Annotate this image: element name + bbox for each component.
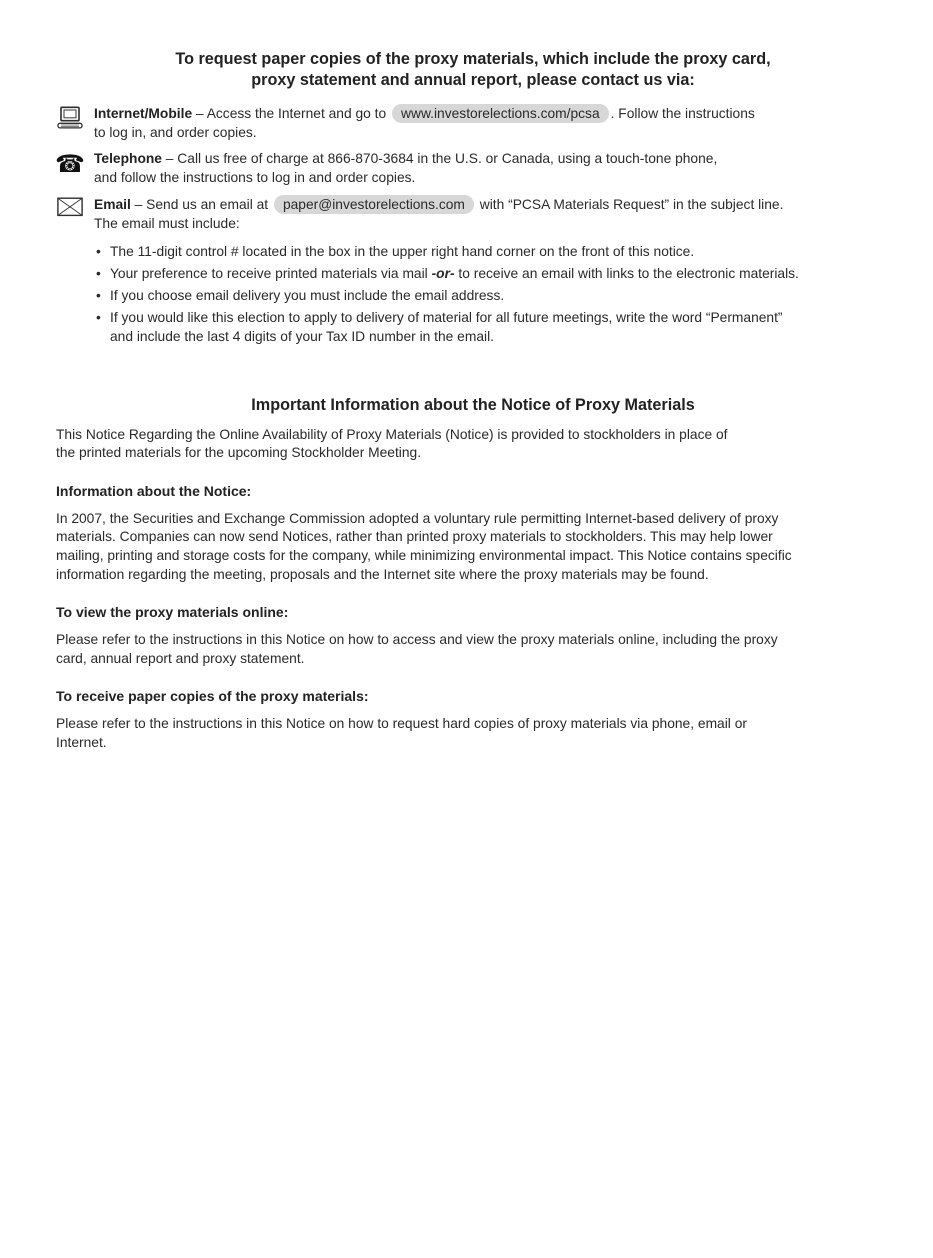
envelope-icon [56,197,84,233]
contact-email-text [94,195,783,233]
document-page [0,49,933,753]
about-line: mailing, printing and storage costs for the company, while minimizing environmental impact. This Notice contains specific [56,547,792,563]
paper-copies-paragraph [56,715,890,752]
bullet-preference-pre: Your preference to receive printed materials via mail [110,265,432,281]
contact-internet-label: Internet/Mobile [94,106,193,121]
telephone-icon [56,152,84,187]
contact-internet-pre: – Access the Internet and go to [192,106,387,121]
paper-line: Please refer to the instructions in this Notice on how to request hard copies of proxy materials via phone, email or [56,716,747,732]
section-main-heading: Important Information about the Notice of Proxy Materials [251,395,695,414]
about-line: In 2007, the Securities and Exchange Commission adopted a voluntary rule permitting Internet-based delivery of proxy [56,510,779,526]
contact-internet-line2: to log in, and order copies. [94,124,257,140]
contact-telephone-line1: – Call us free of charge at 866-870-3684 in the U.S. or Canada, using a touch-tone phone, [161,151,718,167]
intro-line: the printed materials for the upcoming Stockholder Meeting. [56,445,422,461]
bullet-preference-or: -or- [431,265,455,281]
list-item [96,264,890,283]
bullet-control-number: The 11-digit control # located in the box in the upper right hand corner on the front of this notice. [110,243,695,259]
list-item [96,286,890,305]
bullet-permanent-line2: and include the last 4 digits of your Tax ID number in the email. [110,328,494,344]
contact-internet-row [56,104,890,142]
contact-methods [56,104,890,234]
view-online-paragraph [56,631,890,668]
bullet-preference-post: to receive an email with links to the electronic materials. [454,265,799,281]
bullet-email-address: If you choose email delivery you must include the email address. [110,287,505,303]
intro-line: This Notice Regarding the Online Availability of Proxy Materials (Notice) is provided to stockholders in place of [56,426,728,442]
telephone-glyph: ☎ [55,150,85,179]
view-line: card, annual report and proxy statement. [56,650,305,666]
about-line: materials. Companies can now send Notices, rather than printed proxy materials to stockholders. This may help lower [56,529,773,545]
view-line: Please refer to the instructions in this Notice on how to access and view the proxy materials online, including the proxy [56,632,778,648]
contact-telephone-label: Telephone [94,151,162,167]
intro-paragraph [56,426,890,463]
laptop-icon [56,106,84,142]
paper-copies-heading: To receive paper copies of the proxy materials: [56,688,369,705]
email-address-pill[interactable]: paper@investorelections.com [274,195,474,214]
page-title-line1: To request paper copies of the proxy materials, which include the proxy card, [175,50,771,68]
contact-email-row [56,195,890,233]
list-item [96,308,890,346]
contact-internet-text [94,104,755,142]
contact-telephone-row [56,150,890,187]
contact-email-label: Email [94,197,131,213]
contact-email-post: with “PCSA Materials Request” in the subject line. [475,197,784,213]
email-requirements-list [96,242,890,346]
about-notice-paragraph [56,510,890,584]
contact-internet-post: . Follow the instructions [610,106,755,121]
contact-telephone-line2: and follow the instructions to log in and order copies. [94,169,416,185]
about-notice-heading: Information about the Notice: [56,482,252,499]
contact-email-pre: – Send us an email at [130,197,269,213]
view-online-heading: To view the proxy materials online: [56,604,289,621]
bullet-permanent-line1: If you would like this election to apply to delivery of material for all future meetings, write the word “Permanent” [110,309,783,325]
internet-url-pill[interactable]: www.investorelections.com/pcsa [392,104,609,123]
page-title-line2: proxy statement and annual report, please contact us via: [251,71,695,89]
about-line: information regarding the meeting, proposals and the Internet site where the proxy materials may be found. [56,566,709,582]
contact-email-line2: The email must include: [94,215,240,231]
contact-telephone-text [94,150,717,187]
paper-line: Internet. [56,734,107,750]
page-title [56,49,890,91]
list-item [96,242,890,261]
